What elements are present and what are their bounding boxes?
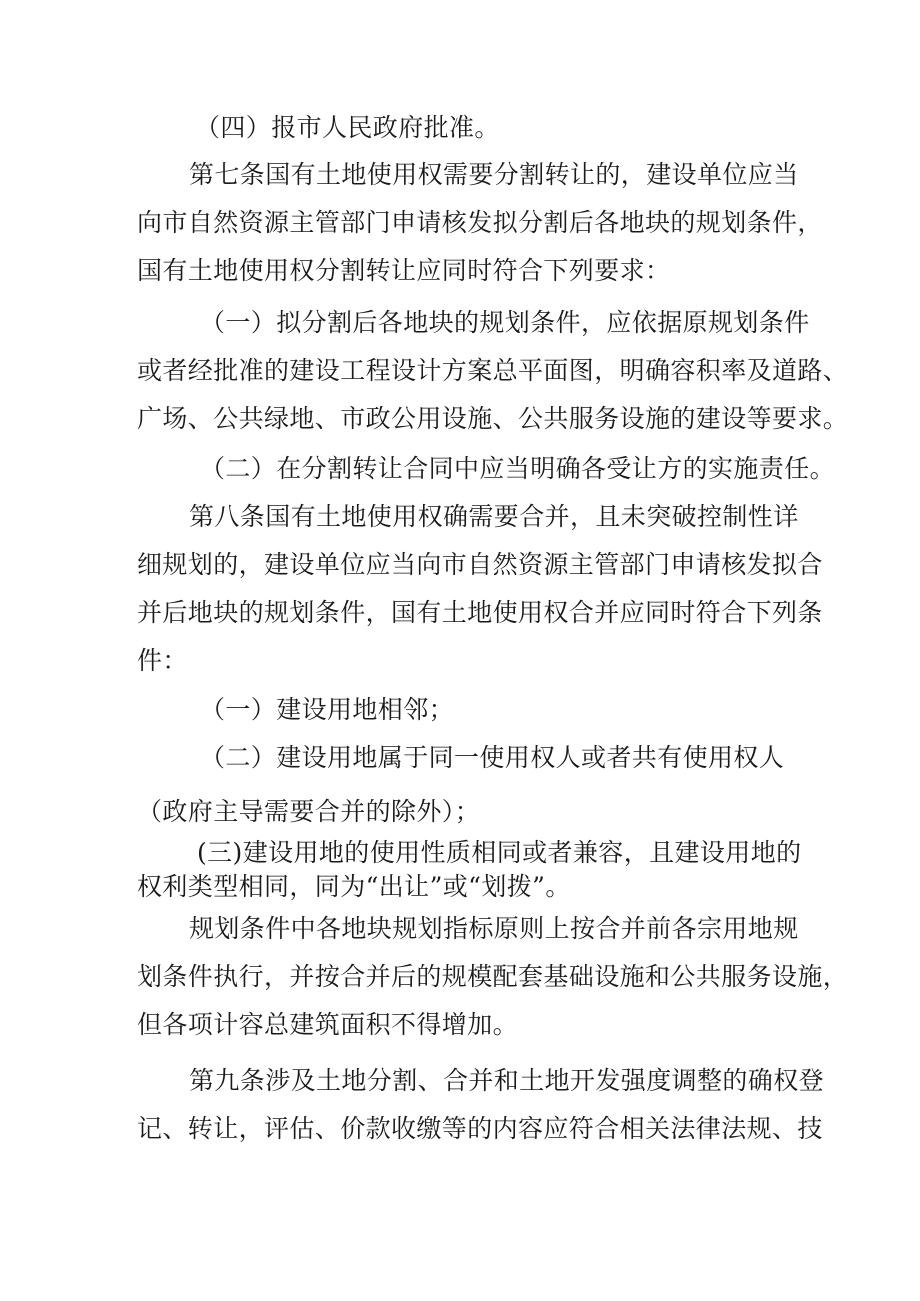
- text-line: （一）拟分割后各地块的规划条件，应依据原规划条件: [200, 308, 810, 337]
- text-line: 向市自然资源主管部门申请核发拟分割后各地块的规划条件，: [137, 208, 823, 237]
- text-line: 但各项计容总建筑面积不得增加。: [137, 1010, 519, 1039]
- text-line: 细规划的，建设单位应当向市自然资源主管部门申请核发拟合: [137, 550, 823, 579]
- text-line: （四）报市人民政府批准。: [195, 113, 500, 142]
- text-line: （二）在分割转让合同中应当明确各受让方的实施责任。: [200, 454, 836, 483]
- text-line: 广场、公共绿地、市政公用设施、公共服务设施的建设等要求。: [137, 404, 849, 433]
- text-line: （一）建设用地相邻；: [200, 695, 455, 724]
- text-line: （政府主导需要合并的除外）；: [137, 797, 481, 826]
- text-line: （二）建设用地属于同一使用权人或者共有使用权人: [200, 743, 785, 772]
- text-line: 记、转让，评估、价款收缴等的内容应符合相关法律法规、技: [137, 1114, 823, 1143]
- text-line: 第九条涉及土地分割、合并和土地开发强度调整的确权登: [189, 1066, 825, 1095]
- text-line: 并后地块的规划条件，国有土地使用权合并应同时符合下列条: [137, 598, 823, 627]
- text-line: (三)建设用地的使用性质相同或者兼容，且建设用地的: [197, 838, 802, 867]
- text-line: 国有土地使用权分割转让应同时符合下列要求：: [137, 256, 671, 285]
- text-line: 或者经批准的建设工程设计方案总平面图，明确容积率及道路、: [137, 356, 849, 385]
- text-line: 第七条国有土地使用权需要分割转让的，建设单位应当: [189, 160, 799, 189]
- text-line: 权利类型相同，同为“出让”或“划拨”。: [137, 872, 571, 901]
- text-line: 规划条件中各地块规划指标原则上按合并前各宗用地规: [189, 914, 799, 943]
- text-line: 划条件执行，并按合并后的规模配套基础设施和公共服务设施，: [137, 962, 849, 991]
- text-line: 第八条国有土地使用权确需要合并，且未突破控制性详: [189, 502, 799, 531]
- text-line: 件：: [137, 646, 188, 675]
